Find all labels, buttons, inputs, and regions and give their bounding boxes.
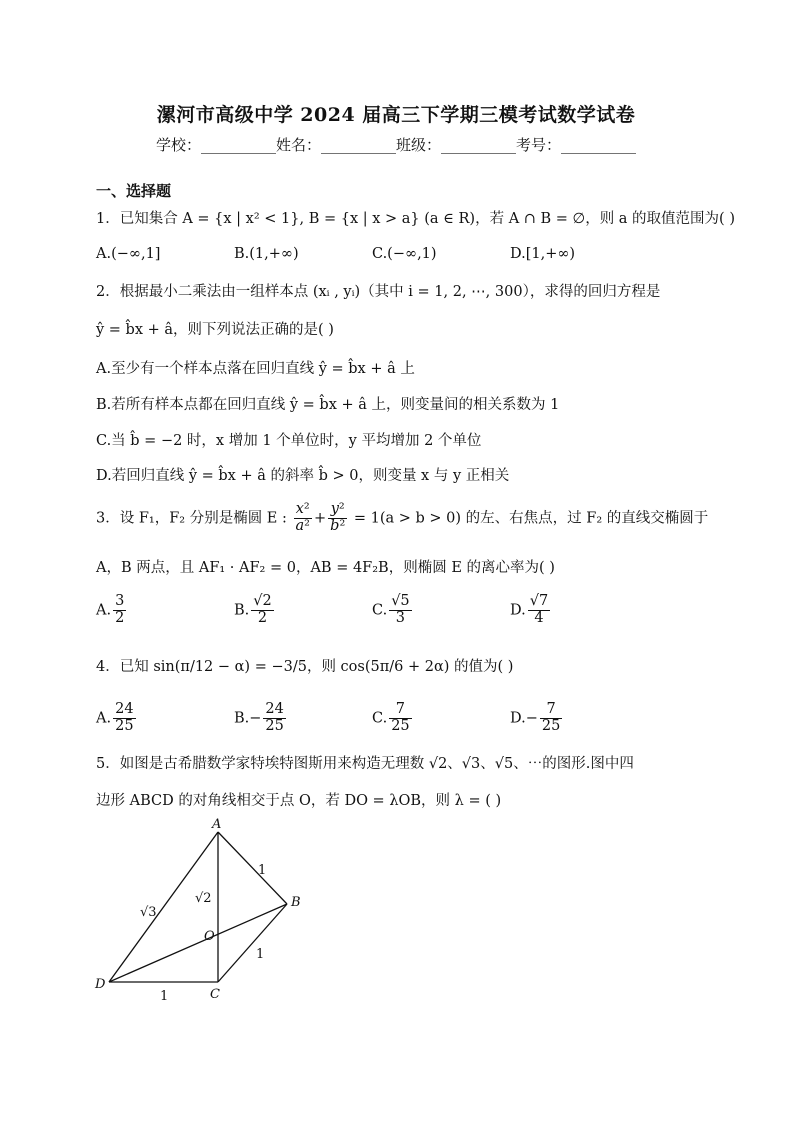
- edge-bc: [218, 904, 287, 982]
- point-a-label: A: [212, 817, 222, 832]
- q2-option-b: B.若所有样本点都在回归直线 ŷ = b̂x + â 上，则变量间的相关系数为 1: [96, 397, 560, 413]
- q3-frac-y: $\frac{\text{y²}}{\text{b²}}$: [330, 501, 346, 534]
- point-b-label: B: [291, 895, 301, 910]
- q1-option-a: A.(−∞,1]: [96, 246, 161, 262]
- q5-stem-line1: 5．如图是古希腊数学家特埃特图斯用来构造无理数 √2、√3、√5、⋯的图形.图中四: [96, 756, 634, 772]
- edge-ab-label: 1: [258, 863, 267, 878]
- q4-option-c: C. $\frac{7}{25}$: [372, 701, 410, 734]
- edge-da: [109, 832, 218, 982]
- student-info-line: 学校：__________姓名：__________班级：__________考号：__________: [155, 136, 636, 154]
- edge-ad-label: √3: [140, 905, 157, 920]
- q3-stem-line2: A，B 两点，且 AF₁ · AF₂ = 0，AB = 4F₂B，则椭圆 E 的离心率为( ): [96, 560, 555, 576]
- q4-option-b: B.− $\frac{24}{25}$: [234, 701, 284, 734]
- page-title: 漯河市高级中学 2024 届高三下学期三模考试数学试卷: [156, 104, 636, 126]
- q2-option-a: A.至少有一个样本点落在回归直线 ŷ = b̂x + â 上: [96, 361, 415, 377]
- q2-stem-line1: 2．根据最小二乘法由一组样本点 (xᵢ , yᵢ)（其中 i = 1, 2, ⋯, 300），求得的回归方程是: [96, 284, 661, 300]
- q1-stem: 1．已知集合 A = {x | x² < 1}, B = {x | x > a} (a ∈ R)，若 A ∩ B = ∅，则 a 的取值范围为( ): [96, 211, 735, 227]
- q1-option-d: D.[1,+∞): [510, 246, 576, 262]
- point-d-label: D: [95, 977, 106, 992]
- q4-option-a: A. $\frac{24}{25}$: [96, 701, 134, 734]
- q1-option-b: B.(1,+∞): [234, 246, 299, 262]
- q1-option-c: C.(−∞,1): [372, 246, 437, 262]
- q3-option-c: C. $\frac{√5}{3}$: [372, 593, 410, 626]
- q3-stem-part2: = 1(a > b > 0) 的左、右焦点，过 F₂ 的直线交椭圆于: [353, 510, 709, 527]
- edge-ao-label: √2: [195, 891, 212, 906]
- q2-stem-line2: ŷ = b̂x + â，则下列说法正确的是( ): [96, 322, 334, 338]
- q3-stem-line1: 3．设 F₁，F₂ 分别是椭圆 E : $\frac{\text{x²}}{\text{a²}}$ + $\frac{\text{y²}}{\text{b²}}$ = 1(a > b > 0) 的左、右焦点，过 F₂ 的直线交椭圆于: [96, 501, 709, 534]
- q3-option-a: A. $\frac{3}{2}$: [96, 593, 125, 626]
- q3-option-b: B. $\frac{√2}{2}$: [234, 593, 272, 626]
- q5-figure: [90, 812, 320, 1012]
- point-o-label: O: [204, 929, 215, 944]
- q2-option-c: C.当 b̂ = −2 时，x 增加 1 个单位时，y 平均增加 2 个单位: [96, 433, 482, 449]
- section-title: 一、选择题: [96, 182, 172, 200]
- edge-cd-label: 1: [160, 989, 169, 1004]
- q4-option-d: D.− $\frac{7}{25}$: [510, 701, 561, 734]
- diagonal-db: [109, 904, 287, 982]
- q5-stem-line2: 边形 ABCD 的对角线相交于点 O，若 DO = λOB，则 λ = ( ): [96, 793, 502, 809]
- edge-ab: [218, 832, 287, 904]
- q4-stem: 4．已知 sin(π/12 − α) = −3/5，则 cos(5π/6 + 2α) 的值为( ): [96, 659, 514, 675]
- edge-bc-label: 1: [256, 947, 265, 962]
- q3-option-d: D. $\frac{√7}{4}$: [510, 593, 549, 626]
- point-c-label: C: [210, 987, 220, 1002]
- q3-frac-x: $\frac{\text{x²}}{\text{a²}}$: [295, 501, 310, 534]
- q2-option-d: D.若回归直线 ŷ = b̂x + â 的斜率 b̂ > 0，则变量 x 与 y 正相关: [96, 468, 510, 484]
- q3-stem-part1: 3．设 F₁，F₂ 分别是椭圆 E :: [96, 510, 287, 527]
